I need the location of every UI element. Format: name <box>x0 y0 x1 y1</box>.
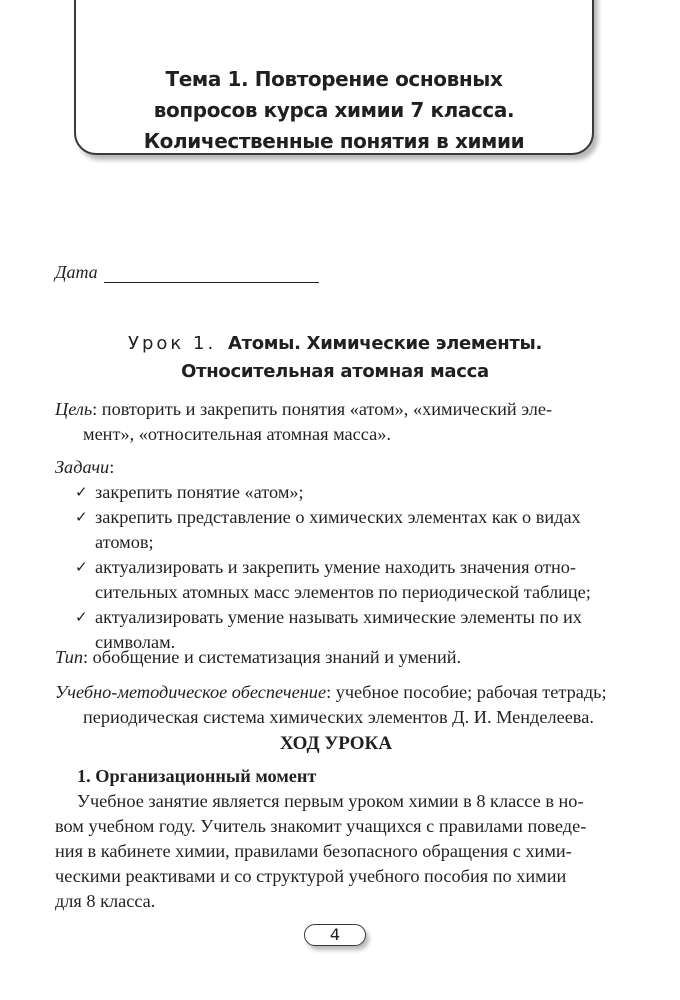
task-text: закрепить понятие «атом»; <box>95 482 304 502</box>
date-row <box>55 262 319 283</box>
task-text: атомов; <box>95 532 154 552</box>
goal-block <box>55 397 617 447</box>
section-text: ческими реактивами и со структурой учебного пособия по химии <box>55 866 567 886</box>
section-text: вом учебном году. Учитель знакомит учащихся с правилами поведе- <box>55 816 587 836</box>
topic-title <box>74 64 594 157</box>
task-text: актуализировать и закрепить умение находить значения отно- <box>95 557 576 577</box>
goal-label: Цель <box>55 399 93 419</box>
task-text: актуализировать умение называть химические элементы по их <box>95 607 582 627</box>
type-label: Тип <box>55 647 84 667</box>
topic-title-line: Количественные понятия в химии <box>143 129 525 153</box>
tasks-label: Задачи <box>55 457 110 477</box>
topic-title-line: вопросов курса химии 7 класса. <box>153 98 515 122</box>
page-number: 4 <box>304 924 366 946</box>
task-text: сительных атомных масс элементов по периодической таблице; <box>95 582 591 602</box>
type-block <box>55 645 617 670</box>
lesson-flow-heading: ХОД УРОКА <box>279 733 393 754</box>
support-text: : учебное пособие; рабочая тетрадь; <box>326 682 607 702</box>
goal-text: : повторить и закрепить понятия «атом», «химический эле- <box>92 399 553 419</box>
section-text: Учебное занятие является первым уроком химии в 8 классе в но- <box>77 791 584 811</box>
checkmark-icon: ✓ <box>75 608 88 626</box>
checkmark-icon: ✓ <box>75 508 88 526</box>
lesson-title-line: Атомы. Химические элементы. <box>227 333 542 354</box>
goal-text: мент», «относительная атомная масса». <box>83 424 391 444</box>
date-field[interactable] <box>104 266 319 283</box>
support-label: Учебно-методическое обеспечение <box>55 682 327 702</box>
date-label: Дата <box>55 262 98 282</box>
support-block <box>55 680 617 730</box>
type-text: : обобщение и систематизация знаний и умений. <box>83 647 462 667</box>
support-text: периодическая система химических элементов Д. И. Менделеева. <box>83 707 594 727</box>
section-text: для 8 класса. <box>55 891 156 911</box>
checkmark-icon: ✓ <box>75 483 88 501</box>
topic-title-line: Тема 1. Повторение основных <box>165 67 503 91</box>
task-item <box>55 480 617 505</box>
task-item <box>55 555 617 605</box>
task-item <box>55 505 617 555</box>
section-heading: 1. Организационный момент <box>77 766 317 786</box>
lesson-heading <box>55 330 615 386</box>
lesson-title-line: Относительная атомная масса <box>181 361 489 382</box>
checkmark-icon: ✓ <box>75 558 88 576</box>
task-text: закрепить представление о химических элементах как о видах <box>95 507 581 527</box>
task-text: символам. <box>95 632 176 652</box>
lesson-number: Урок 1. <box>128 333 217 354</box>
section-text: ния в кабинете химии, правилами безопасного обращения с хими- <box>55 841 572 861</box>
tasks-block: Задачи: ✓ закрепить понятие «атом»; ✓ закрепить представление о химических элементах как о видах атомов; ✓ актуализировать и закрепить умение находить значения отно- сительных атомных масс элементов по периодической таблице; ✓ актуализировать умение называть химические элементы по их символам. <box>55 455 617 655</box>
section-1 <box>55 764 617 914</box>
